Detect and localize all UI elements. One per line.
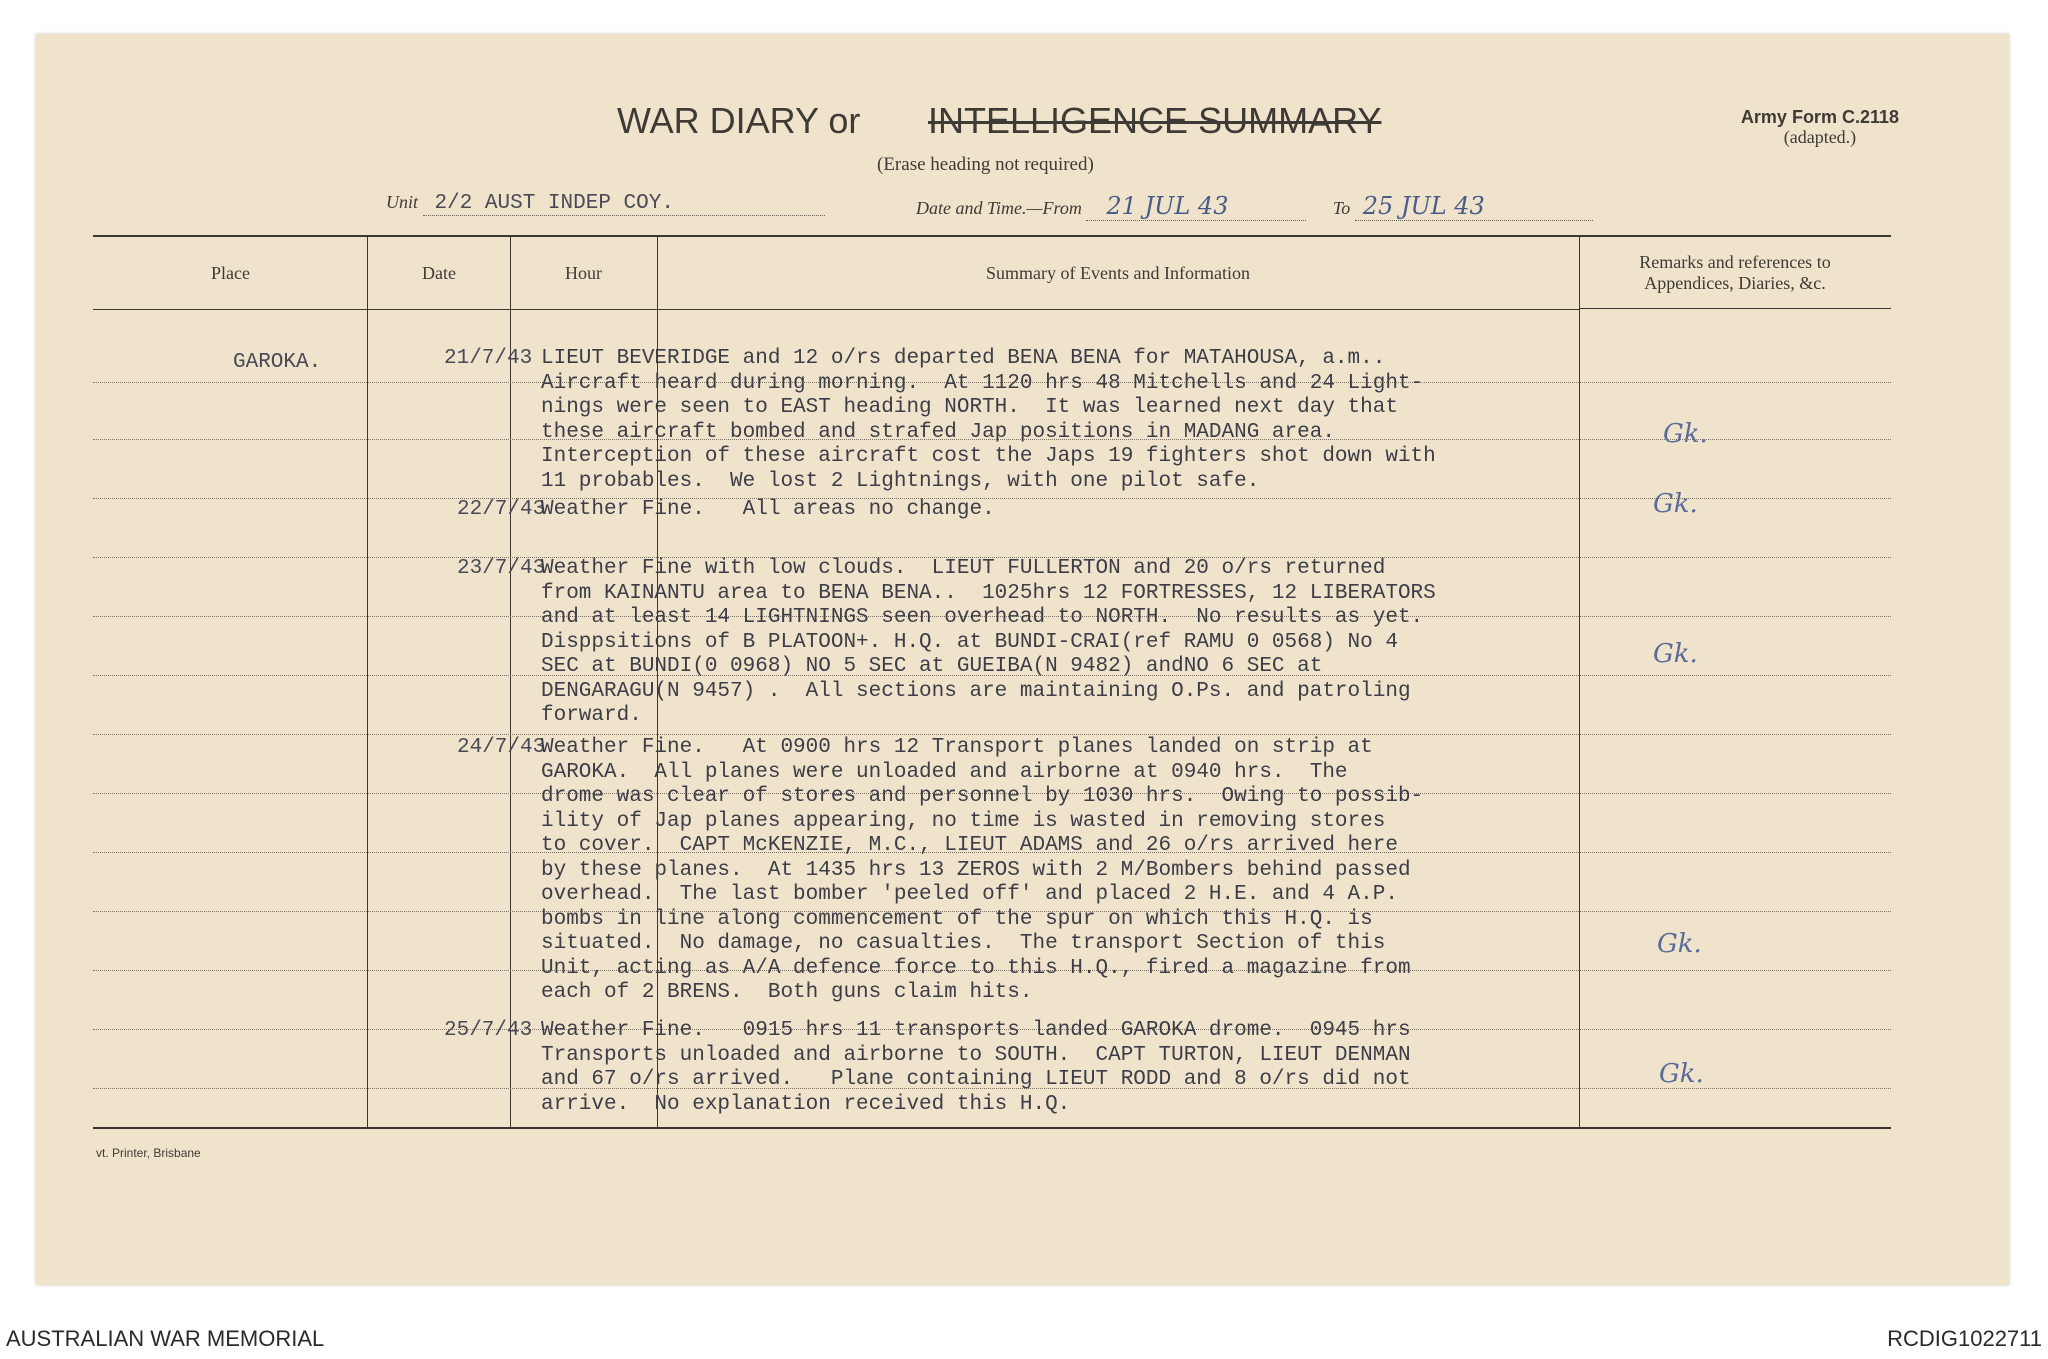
date-range-label: Date and Time.—From bbox=[916, 198, 1082, 218]
entry-place: GAROKA. bbox=[233, 351, 322, 374]
col-header-summary: Summary of Events and Information bbox=[657, 237, 1579, 310]
col-header-date: Date bbox=[368, 237, 510, 310]
title-text: WAR DIARY or bbox=[617, 100, 861, 141]
form-note: (adapted.) bbox=[1783, 126, 1857, 147]
entry-remark-initials: Gk. bbox=[1663, 419, 1708, 449]
date-from: 21 JUL 43 bbox=[1086, 192, 1306, 221]
unit-field bbox=[386, 192, 825, 216]
entry-date: 21/7/43 bbox=[444, 347, 533, 370]
entry-summary: Weather Fine. All areas no change. bbox=[541, 498, 995, 521]
unit-label: Unit bbox=[386, 192, 419, 212]
col-header-remarks: Remarks and references to Appendices, Diaries, &c. bbox=[1579, 237, 1891, 309]
archive-footer-right: RCDIG1022711 bbox=[1887, 1326, 2042, 1351]
entry-summary: Weather Fine with low clouds. LIEUT FULLERTON and 20 o/rs returned from KAINANTU area to BENA BENA.. 1025hrs 12 FORTRESSES, 12 LIBERATORS and at least 14 LIGHTNINGS seen overhead to NORTH. No results as yet. Disppsitions of B PLATOON+. H.Q. at BUNDI-CRAI(ref RAMU 0 0568) No 4 SEC at BUNDI(0 0968) NO 5 SEC at GUEIBA(N 9482) andNO 6 SEC at DENGARAGU(N 9457) . All sections are maintaining O.Ps. and patroling forward. bbox=[541, 557, 1436, 727]
entry-summary: Weather Fine. At 0900 hrs 12 Transport planes landed on strip at GAROKA. All planes were unloaded and airborne at 0940 hrs. The drome was clear of stores and personnel by 1030 hrs. Owing to possib- ility of Jap planes appearing, no time is wasted in removing stores to cover. CAPT McKENZIE, M.C., LIEUT ADAMS and 26 o/rs arrived here by these planes. At 1435 hrs 13 ZEROS with 2 M/Bombers behind passed overhead. The last bomber 'peeled off' and placed 2 H.E. and 4 A.P. bombs in line along commencement of the spur on which this H.Q. is situated. No damage, no casualties. The transport Section of this Unit, acting as A/A defence force to this H.Q., fired a magazine from each of 2 BRENS. Both guns claim hits. bbox=[541, 736, 1424, 1004]
entry-date: 23/7/43 bbox=[457, 557, 546, 580]
entry-date: 22/7/43 bbox=[457, 498, 546, 521]
entry-summary: LIEUT BEVERIDGE and 12 o/rs departed BENA BENA for MATAHOUSA, a.m.. Aircraft heard during morning. At 1120 hrs 48 Mitchells and 24 Light- nings were seen to EAST heading NORTH. It was learned next day that these aircraft bombed and strafed Jap positions in MADANG area. Interception of these aircraft cost the Japs 19 fighters shot down with 11 probables. We lost 2 Lightnings, with one pilot safe. bbox=[541, 347, 1436, 493]
erase-note: (Erase heading not required) bbox=[877, 154, 1094, 175]
diary-table bbox=[93, 235, 1891, 1129]
date-to-label: To bbox=[1332, 198, 1351, 218]
col-header-place: Place bbox=[93, 237, 368, 310]
war-diary-sheet bbox=[36, 34, 2009, 1285]
column-divider bbox=[367, 237, 368, 1127]
entry-summary: Weather Fine. 0915 hrs 11 transports landed GAROKA drome. 0945 hrs Transports unloaded and airborne to SOUTH. CAPT TURTON, LIEUT DENMAN and 67 o/rs arrived. Plane containing LIEUT RODD and 8 o/rs did not arrive. No explanation received this H.Q. bbox=[541, 1019, 1411, 1116]
entry-remark-initials: Gk. bbox=[1657, 929, 1702, 959]
column-divider bbox=[510, 237, 511, 1127]
entry-date: 25/7/43 bbox=[444, 1019, 533, 1042]
ruled-line bbox=[93, 734, 1891, 735]
printer-imprint: vt. Printer, Brisbane bbox=[96, 1146, 201, 1160]
army-form-number bbox=[1741, 108, 1899, 148]
archive-footer-left: AUSTRALIAN WAR MEMORIAL bbox=[6, 1326, 325, 1351]
unit-value: 2/2 AUST INDEP COY. bbox=[423, 192, 825, 216]
date-range-field bbox=[916, 192, 1593, 221]
form-number: Army Form C.2118 bbox=[1740, 107, 1899, 127]
entry-remark-initials: Gk. bbox=[1653, 489, 1698, 519]
date-to: 25 JUL 43 bbox=[1355, 192, 1593, 221]
entry-date: 24/7/43 bbox=[457, 736, 546, 759]
entry-remark-initials: Gk. bbox=[1653, 639, 1698, 669]
entry-remark-initials: Gk. bbox=[1659, 1059, 1704, 1089]
col-header-hour: Hour bbox=[510, 237, 657, 310]
struck-title-text: INTELLIGENCE SUMMARY bbox=[928, 100, 1382, 141]
